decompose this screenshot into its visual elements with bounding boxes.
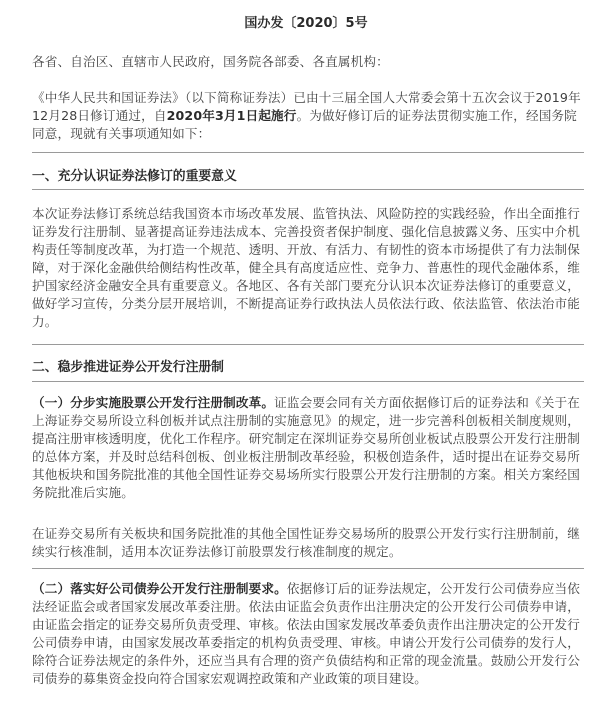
section-2-heading: 二、稳步推进证券公开发行注册制 [32,360,224,375]
item-2-title: （二）落实好公司债券公开发行注册制要求。 [32,581,287,596]
divider [32,568,584,569]
item-2-paragraph [32,580,584,688]
divider [32,189,584,190]
effective-date-bold: 2020年3月1日起施行 [166,108,297,123]
addressee-line: 各省、自治区、直辖市人民政府，国务院各部委、各直属机构： [32,54,389,69]
intro-text-2: 。为做好修订后的证券法贯彻实施工作，经国务院同意，现就有关事项通知如下： [32,108,577,141]
item-2-body: 依据修订后的证券法规定，公开发行公司债券应当依法经证监会或者国家发展改革委注册。依法由证监会负责作出注册决定的公开发行公司债券申请，由证监会指定的证券交易所负责受理、审核。依法由国家发展改革委负责作出注册决定的公开发行公司债券申请，由国家发展改革委指定的机构负责受理、审核。申请公开发行公司债券的发行人，除符合证券法规定的条件外，还应当具有合理的资产负债结构和正常的现金流量。鼓励公开发行公司债券的募集资金投向符合国家宏观调控政策和产业政策的项目建设。 [32,581,580,686]
section-1-heading: 一、充分认识证券法修订的重要意义 [32,169,237,184]
intro-paragraph [32,89,584,143]
item-1-body: 证监会要会同有关方面依据修订后的证券法和《关于在上海证券交易所设立科创板并试点注册制的实施意见》的规定，进一步完善科创板相关制度规则，提高注册审核透明度，优化工作程序。研究制定在深圳证券交易所创业板试点股票公开发行注册制的总体方案，并及时总结科创板、创业板注册制改革经验，积极创造条件，适时提出在证券交易所其他板块和国务院批准的其他全国性证券交易场所实行股票公开发行注册制的方案。相关方案经国务院批准后实施。 [32,395,580,500]
item-1-paragraph [32,394,584,502]
divider [32,152,584,153]
item-1-continuation: 在证券交易所有关板块和国务院批准的其他全国性证券交易场所的股票公开发行实行注册制前，继续实行核准制，适用本次证券法修订前股票发行核准制度的规定。 [32,526,580,559]
intro-text-1: 《中华人民共和国证券法》（以下简称证券法）已由十三届全国人大常委会第十五次会议于2019年12月28日修订通过，自 [32,90,581,123]
item-1-title: （一）分步实施股票公开发行注册制改革。 [32,395,275,410]
section-1-body: 本次证券法修订系统总结我国资本市场改革发展、监管执法、风险防控的实践经验，作出全面推行证券发行注册制、显著提高证券违法成本、完善投资者保护制度、强化信息披露义务、压实中介机构责任等制度改革，为打造一个规范、透明、开放、有活力、有韧性的资本市场提供了有力法制保障，对于深化金融供给侧结构性改革，健全具有高度适应性、竞争力、普惠性的现代金融体系，维护国家经济金融安全具有重要意义。各地区、各有关部门要充分认识本次证券法修订的重要意义，做好学习宣传，分类分层开展培训，不断提高证券行政执法人员依法行政、依法监管、依法治市能力。 [32,206,580,329]
divider [32,344,584,345]
document-number: 国办发〔2020〕5号 [244,16,368,31]
divider [32,381,584,382]
